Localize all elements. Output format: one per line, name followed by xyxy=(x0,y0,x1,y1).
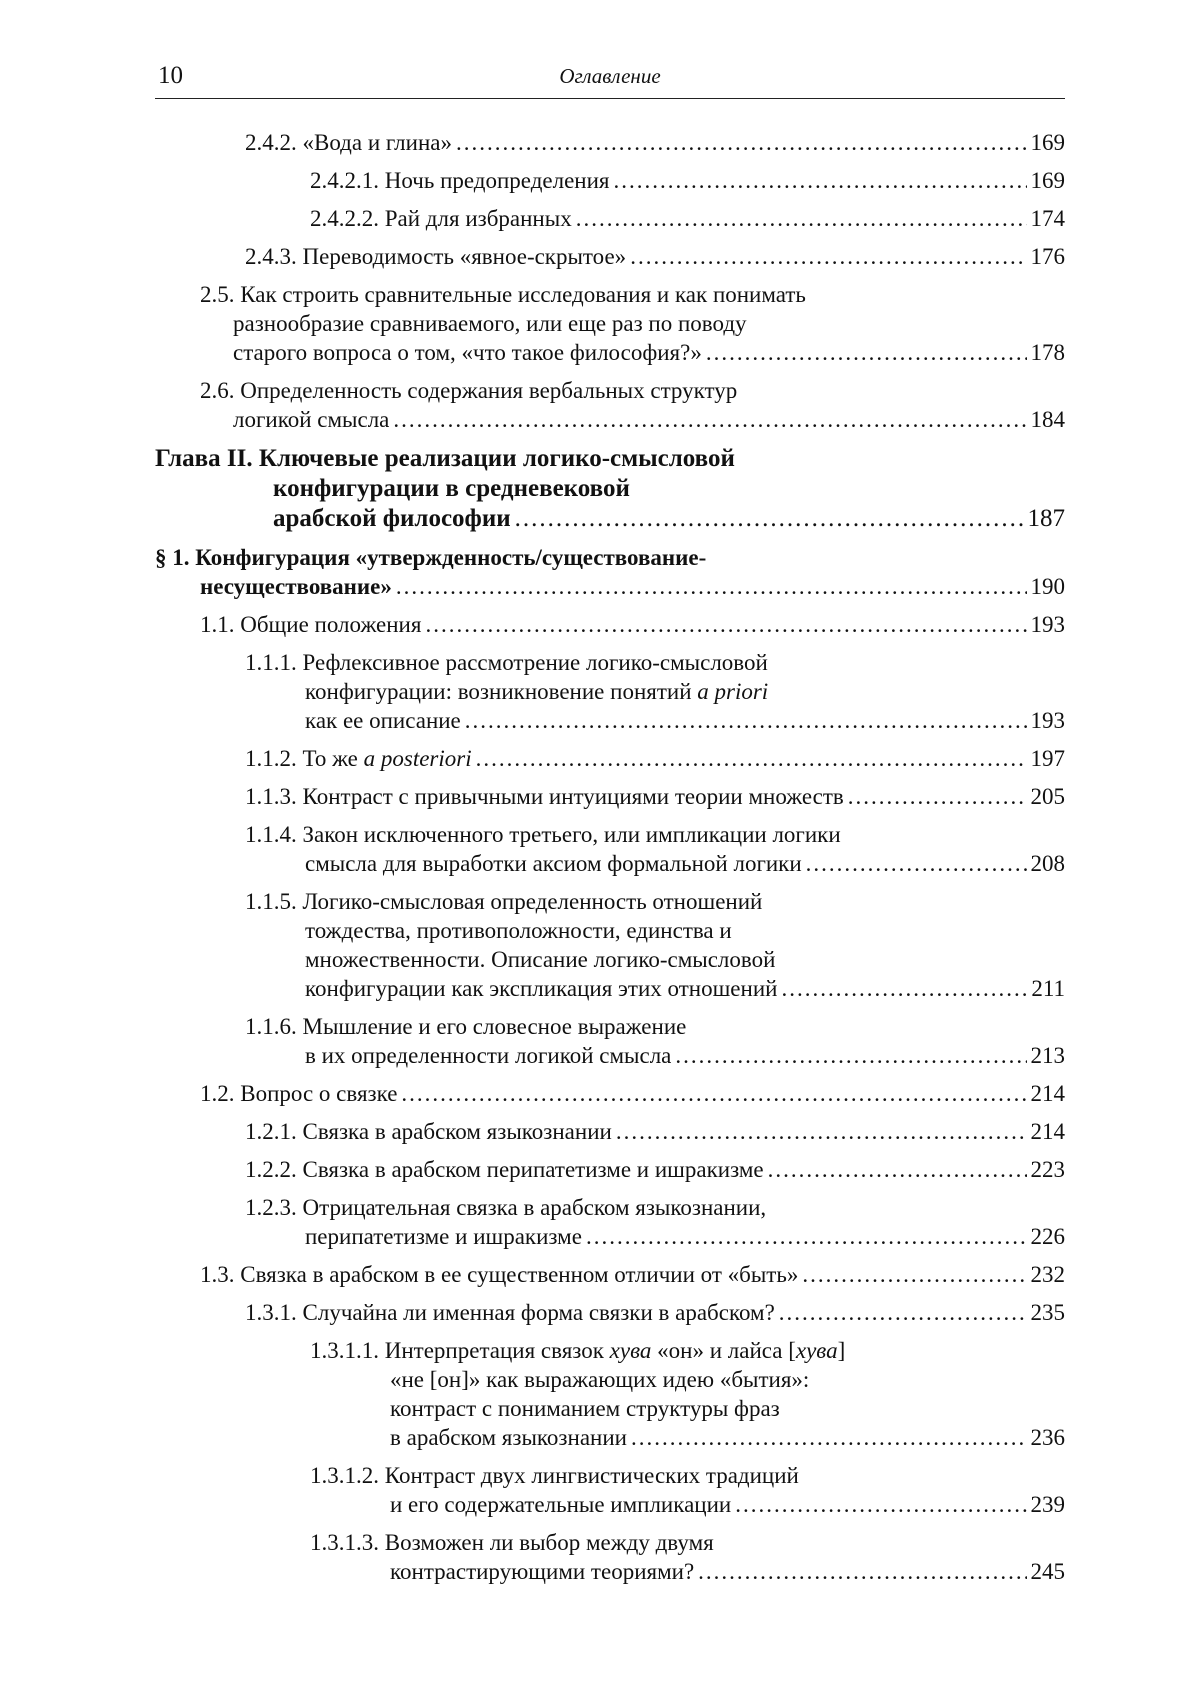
toc-page-number: 245 xyxy=(1030,1559,1065,1584)
toc-entry xyxy=(155,1298,1065,1327)
dot-leader xyxy=(806,849,1027,878)
page-header xyxy=(155,58,1065,99)
toc-entry-title: логикой смысла xyxy=(233,407,390,432)
toc-entry-line: 2.5. Как строить сравнительные исследования и как понимать xyxy=(200,282,806,307)
toc-entry xyxy=(155,242,1065,271)
toc-entry-title: конфигурации как экспликация этих отношений xyxy=(305,976,778,1001)
toc-entry-title: арабской философии xyxy=(273,505,511,532)
toc-page-number: 226 xyxy=(1030,1224,1065,1249)
toc-entry-title: смысла для выработки аксиом формальной логики xyxy=(305,851,802,876)
dot-leader xyxy=(768,1155,1027,1184)
dot-leader xyxy=(586,1222,1027,1251)
toc-entry xyxy=(155,1117,1065,1146)
toc-entry xyxy=(155,543,1065,601)
dot-leader xyxy=(675,1041,1026,1070)
toc-entry-title: в их определенности логикой смысла xyxy=(305,1043,672,1068)
toc-entry-title: 1.1. Общие положения xyxy=(200,612,422,637)
toc-entry-title: в арабском языкознании xyxy=(390,1425,627,1450)
toc-entry-title: перипатетизме и ишракизме xyxy=(305,1224,582,1249)
dot-leader xyxy=(706,338,1027,367)
toc-entry-title: 1.3.1. Случайна ли именная форма связки в арабском? xyxy=(245,1300,775,1325)
toc-entry-title: 2.4.3. Переводимость «явное-скрытое» xyxy=(245,244,627,269)
toc-page-number: 236 xyxy=(1030,1425,1065,1450)
toc-entry xyxy=(155,1155,1065,1184)
dot-leader xyxy=(631,1423,1027,1452)
toc-page-number: 187 xyxy=(1027,505,1065,532)
toc-page-number: 174 xyxy=(1030,206,1065,231)
dot-leader xyxy=(401,1079,1026,1108)
dot-leader xyxy=(393,405,1026,434)
toc-entry xyxy=(155,1461,1065,1519)
toc-entry-title: 1.2. Вопрос о связке xyxy=(200,1081,398,1106)
toc-entry-title: и его содержательные импликации xyxy=(390,1492,732,1517)
dot-leader xyxy=(576,204,1027,233)
toc-page-number: 193 xyxy=(1030,612,1065,637)
toc-entry xyxy=(155,1193,1065,1251)
page-number: 10 xyxy=(158,62,183,89)
dot-leader xyxy=(465,706,1027,735)
toc-page-number: 214 xyxy=(1030,1119,1065,1144)
toc-entry-title: 1.1.2. То же a posteriori xyxy=(245,746,472,771)
toc-entry xyxy=(155,744,1065,773)
toc-entry-line: 1.1.4. Закон исключенного третьего, или импликации логики xyxy=(245,822,841,847)
toc-entry xyxy=(155,1260,1065,1289)
toc-entry-line: множественности. Описание логико-смысловой xyxy=(305,947,776,972)
toc-entry-line: «не [он]» как выражающих идею «бытия»: xyxy=(390,1367,810,1392)
table-of-contents xyxy=(155,128,1065,1595)
toc-entry xyxy=(155,887,1065,1003)
toc-entry-title: 1.3. Связка в арабском в ее существенном отличии от «быть» xyxy=(200,1262,799,1287)
toc-entry-line: Глава II. Ключевые реализации логико-смысловой xyxy=(155,445,735,472)
toc-page-number: 205 xyxy=(1030,784,1065,809)
toc-entry xyxy=(155,1528,1065,1586)
toc-entry xyxy=(155,610,1065,639)
dot-leader xyxy=(779,1298,1027,1327)
toc-entry-title: контрастирующими теориями? xyxy=(390,1559,695,1584)
toc-entry-line: 1.3.1.2. Контраст двух лингвистических традиций xyxy=(310,1463,799,1488)
toc-page-number: 239 xyxy=(1030,1492,1065,1517)
toc-entry-line: 1.1.5. Логико-смысловая определенность отношений xyxy=(245,889,763,914)
dot-leader xyxy=(781,974,1027,1003)
toc-entry-line: 1.3.1.1. Интерпретация связок хува «он» и лайса [хува] xyxy=(310,1338,846,1363)
toc-entry xyxy=(155,166,1065,195)
toc-entry-title: 1.1.3. Контраст с привычными интуициями теории множеств xyxy=(245,784,844,809)
toc-entry-line: 1.3.1.3. Возможен ли выбор между двумя xyxy=(310,1530,714,1555)
toc-entry xyxy=(155,648,1065,735)
toc-page-number: 214 xyxy=(1030,1081,1065,1106)
toc-entry-line: 1.1.1. Рефлексивное рассмотрение логико-смысловой xyxy=(245,650,768,675)
toc-entry xyxy=(155,1012,1065,1070)
toc-entry xyxy=(155,280,1065,367)
dot-leader xyxy=(515,504,1024,534)
toc-entry xyxy=(155,376,1065,434)
toc-entry-line: разнообразие сравниваемого, или еще раз по поводу xyxy=(233,311,747,336)
dot-leader xyxy=(425,610,1026,639)
toc-entry-title: старого вопроса о том, «что такое философия?» xyxy=(233,340,702,365)
dot-leader xyxy=(614,166,1027,195)
toc-page-number: 190 xyxy=(1030,574,1065,599)
toc-entry-line: 2.6. Определенность содержания вербальных структур xyxy=(200,378,738,403)
toc-page-number: 184 xyxy=(1030,407,1065,432)
dot-leader xyxy=(630,242,1026,271)
toc-entry-title: 2.4.2. «Вода и глина» xyxy=(245,130,452,155)
dot-leader xyxy=(616,1117,1027,1146)
toc-entry xyxy=(155,820,1065,878)
toc-entry-title: 1.2.1. Связка в арабском языкознании xyxy=(245,1119,612,1144)
toc-entry xyxy=(155,444,1065,534)
dot-leader xyxy=(848,782,1027,811)
dot-leader xyxy=(396,572,1027,601)
dot-leader xyxy=(456,128,1027,157)
toc-entry-line: контраст с пониманием структуры фраз xyxy=(390,1396,780,1421)
toc-page-number: 235 xyxy=(1030,1300,1065,1325)
toc-page-number: 176 xyxy=(1030,244,1065,269)
toc-entry-line: § 1. Конфигурация «утвержденность/существование- xyxy=(155,545,707,570)
toc-entry-title: несуществование» xyxy=(200,574,392,599)
toc-page-number: 208 xyxy=(1030,851,1065,876)
running-title: Оглавление xyxy=(559,64,661,88)
toc-page-number: 178 xyxy=(1030,340,1065,365)
toc-page-number: 213 xyxy=(1030,1043,1065,1068)
toc-page-number: 232 xyxy=(1030,1262,1065,1287)
toc-entry xyxy=(155,782,1065,811)
toc-entry-title: 1.2.2. Связка в арабском перипатетизме и ишракизме xyxy=(245,1157,764,1182)
toc-entry-line: 1.2.3. Отрицательная связка в арабском языкознании, xyxy=(245,1195,767,1220)
toc-entry xyxy=(155,204,1065,233)
toc-entry-line: конфигурации: возникновение понятий a priori xyxy=(305,679,769,704)
toc-entry-title: 2.4.2.1. Ночь предопределения xyxy=(310,168,610,193)
toc-entry xyxy=(155,1079,1065,1108)
toc-page-number: 197 xyxy=(1030,746,1065,771)
dot-leader xyxy=(735,1490,1026,1519)
dot-leader xyxy=(698,1557,1026,1586)
dot-leader xyxy=(476,744,1027,773)
dot-leader xyxy=(802,1260,1026,1289)
toc-entry-line: 1.1.6. Мышление и его словесное выражение xyxy=(245,1014,687,1039)
toc-page-number: 193 xyxy=(1030,708,1065,733)
toc-page-number: 169 xyxy=(1030,130,1065,155)
toc-entry-line: конфигурации в средневековой xyxy=(273,475,630,502)
toc-entry-line: тождества, противоположности, единства и xyxy=(305,918,732,943)
toc-entry-title: как ее описание xyxy=(305,708,461,733)
toc-page-number: 169 xyxy=(1030,168,1065,193)
toc-page-number: 223 xyxy=(1030,1157,1065,1182)
toc-entry xyxy=(155,128,1065,157)
toc-entry xyxy=(155,1336,1065,1452)
toc-entry-title: 2.4.2.2. Рай для избранных xyxy=(310,206,572,231)
toc-page-number: 211 xyxy=(1031,976,1065,1001)
